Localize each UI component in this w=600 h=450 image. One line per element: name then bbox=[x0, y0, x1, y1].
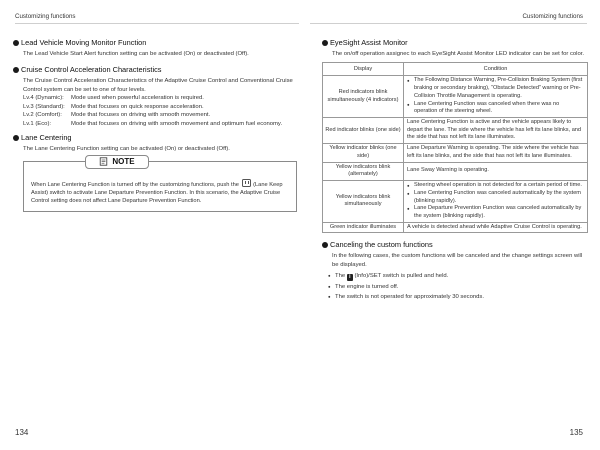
table-row bbox=[323, 162, 588, 180]
condition-cell bbox=[404, 181, 588, 223]
section-heading bbox=[13, 133, 297, 142]
condition-item: ● Lane Centering Function was canceled automatically by the system (blinking rapidly). bbox=[407, 190, 584, 205]
display-cell: Yellow indicator blinks (one side) bbox=[323, 144, 404, 162]
display-cell: Yellow indicators blink (alternately) bbox=[323, 162, 404, 180]
level-desc: Mode that focuses on driving with smooth movement. bbox=[71, 112, 211, 119]
condition-item: ● Lane Centering Function was canceled when there was no operation of the steering wheel. bbox=[407, 101, 584, 116]
condition-cell: Lane Sway Warning is operating. bbox=[404, 162, 588, 180]
section-body: The Cruise Control Acceleration Characteristics of the Adaptive Cruise Control and Conventional Cruise Control system can be set to one of four levels. bbox=[23, 78, 293, 93]
condition-cell: A vehicle is detected ahead while Adaptive Cruise Control is operating. bbox=[404, 222, 588, 233]
page-number-left: 134 bbox=[15, 428, 29, 437]
level-key: Lv.2 (Comfort): bbox=[23, 112, 62, 119]
heading-bullet-icon bbox=[13, 67, 19, 73]
header-left: Customizing functions bbox=[15, 13, 76, 20]
section-heading bbox=[13, 38, 297, 47]
section-body: The Lead Vehicle Start Alert function setting can be activated (On) or deactivated (Off). bbox=[23, 51, 249, 57]
level-row bbox=[23, 120, 297, 128]
display-cell: Red indicators blink simultaneously (4 indicators) bbox=[323, 76, 404, 118]
level-desc: Mode that focuses on quick response acceleration. bbox=[71, 103, 204, 110]
section-heading bbox=[13, 65, 297, 74]
list-item: ● The engine is turned off. bbox=[328, 282, 588, 292]
table-row bbox=[323, 118, 588, 144]
header-divider-left bbox=[15, 23, 299, 24]
level-row bbox=[23, 111, 297, 119]
heading-bullet-icon bbox=[13, 40, 19, 46]
note-text bbox=[31, 179, 289, 206]
table-header: Display bbox=[323, 63, 404, 76]
list-item-text: The bbox=[335, 273, 346, 280]
note-box bbox=[23, 157, 297, 213]
table-row bbox=[323, 144, 588, 162]
condition-cell bbox=[404, 76, 588, 118]
table-row bbox=[323, 222, 588, 233]
section-title: Canceling the custom functions bbox=[330, 240, 433, 250]
level-row bbox=[23, 94, 297, 102]
condition-item: ● Lane Departure Prevention Function was canceled automatically by the system (blinking rapidly). bbox=[407, 205, 584, 220]
condition-cell: Lane Centering Function is active and the vehicle appears likely to depart the lane. The side where the vehicle has left its lane blinks, and the side that has not left its lane illuminates. bbox=[404, 118, 588, 144]
note-memo-icon bbox=[99, 157, 108, 166]
level-desc: Mode that focuses on driving with smooth movement and optimum fuel economy. bbox=[71, 120, 283, 127]
section-body: The Lane Centering Function setting can be activated (On) or deactivated (Off). bbox=[23, 146, 230, 153]
list-item-text: (Info)/SET switch is pulled and held. bbox=[354, 273, 449, 280]
display-cell: Red indicator blinks (one side) bbox=[323, 118, 404, 144]
display-cell: Yellow indicators blink simultaneously bbox=[323, 181, 404, 223]
section-heading bbox=[322, 38, 588, 47]
condition-item: ● The Following Distance Warning, Pre-Collision Braking System (first braking or secondary braking), “Obstacle Detected” warning or Pre-Collision Throttle Management is operating. bbox=[407, 77, 584, 100]
right-page-content bbox=[322, 38, 588, 302]
list-item bbox=[328, 271, 588, 281]
note-label-text: NOTE bbox=[112, 157, 135, 166]
left-page-content bbox=[13, 38, 297, 212]
table-row bbox=[323, 181, 588, 223]
section-body: The on/off operation assignec to each EyeSight Assist Monitor LED indicator can be set for color. bbox=[332, 51, 585, 57]
condition-item: ● Steering wheel operation is not detected for a certain period of time. bbox=[407, 182, 584, 190]
note-text-part: When Lane Centering Function is turned off by the customizing functions, push the bbox=[31, 181, 239, 188]
indicator-table bbox=[322, 62, 588, 233]
info-icon: i bbox=[347, 274, 353, 281]
section-title: Cruise Control Acceleration Characteristics bbox=[21, 65, 162, 75]
section-title: Lane Centering bbox=[21, 133, 72, 143]
list-item: ● The switch is not operated for approximately 30 seconds. bbox=[328, 292, 588, 302]
level-key: Lv.1 (Eco): bbox=[23, 120, 52, 127]
cancel-list bbox=[328, 271, 588, 302]
section-title: Lead Vehicle Moving Monitor Function bbox=[21, 38, 147, 47]
condition-cell: Lane Departure Warning is operating. The side where the vehicle has left its lane blinks, and the side that has not left its lane illuminates. bbox=[404, 144, 588, 162]
lane-keep-assist-switch-icon bbox=[242, 179, 251, 187]
note-text-part: (Lane Keep Assist) switch to activate Lane Departure Prevention Function. In this scenario, the Adaptive Cruise Control setting does not affect Lane Departure Prevention Function. bbox=[31, 181, 283, 205]
heading-bullet-icon bbox=[322, 40, 328, 46]
level-desc: Mode used when powerful acceleration is required. bbox=[71, 95, 204, 102]
page-number-right: 135 bbox=[569, 428, 583, 437]
note-label bbox=[85, 155, 149, 169]
heading-bullet-icon bbox=[13, 135, 19, 141]
level-key: Lv.4 (Dynamic): bbox=[23, 95, 64, 102]
section-body: In the following cases, the custom functions will be canceled and the change settings screen will be displayed. bbox=[332, 253, 583, 268]
table-header: Condition bbox=[404, 63, 588, 76]
table-row bbox=[323, 76, 588, 118]
level-list bbox=[13, 94, 297, 128]
header-divider-right bbox=[310, 23, 587, 24]
level-row bbox=[23, 103, 297, 111]
heading-bullet-icon bbox=[322, 242, 328, 248]
display-cell: Green indicator illuminates bbox=[323, 222, 404, 233]
header-right: Customizing functions bbox=[522, 13, 583, 20]
level-key: Lv.3 (Standard): bbox=[23, 103, 65, 110]
section-heading bbox=[322, 240, 588, 249]
section-title: EyeSight Assist Monitor bbox=[330, 38, 408, 47]
